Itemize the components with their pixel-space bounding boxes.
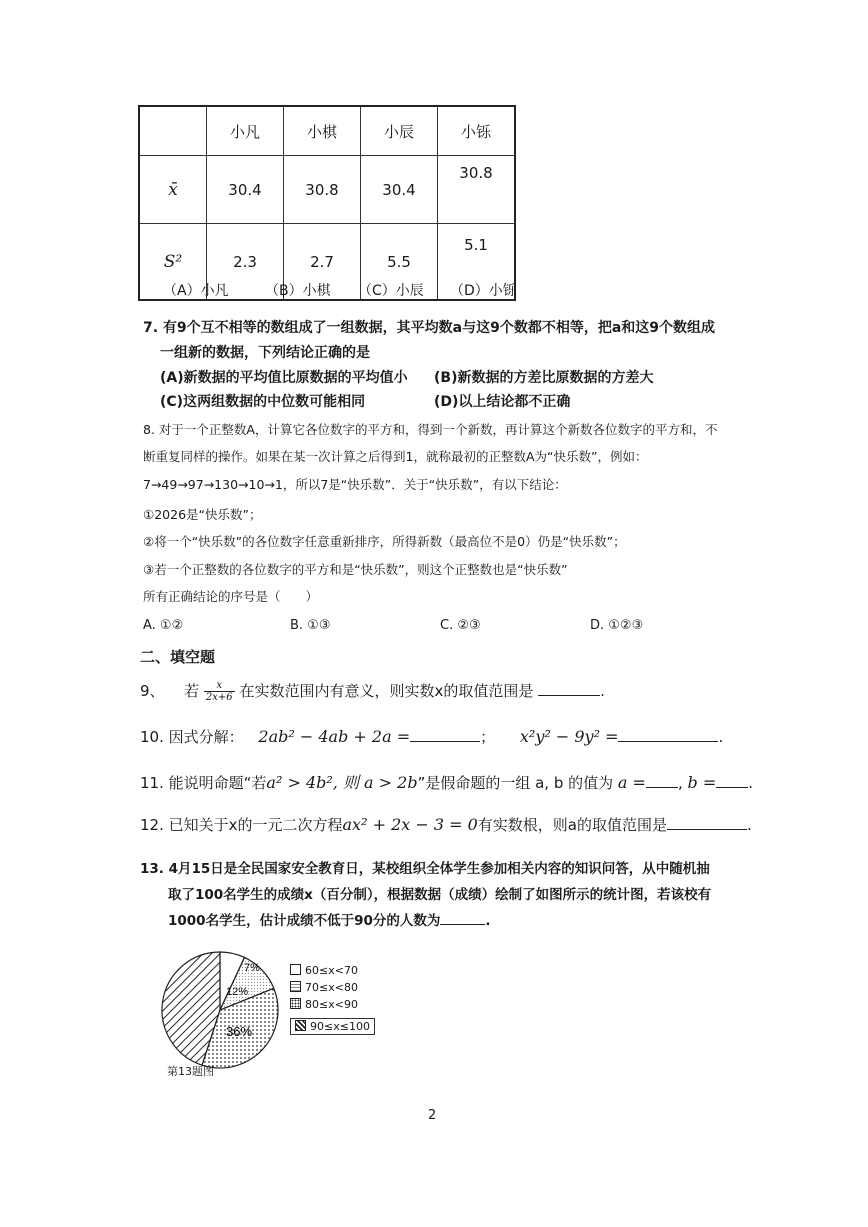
q6-option-c: （C）小辰 [358,283,424,299]
q13-line3: 1000名学生，估计成绩不低于90分的人数为 . [168,913,491,929]
q7-line1: 7. 有9个互不相等的数组成了一组数据，其平均数a与这9个数都不相等，把a和这9个数组成 [143,320,716,336]
pie-slices [162,952,278,1068]
table-header-empty [139,106,207,156]
q12: 12. 已知关于x的一元二次方程ax² + 2x − 3 = 0有实数根，则a的取值范围是 . [140,815,752,834]
pie-label-7: 7% [244,962,260,974]
q10-answer-blank-2[interactable] [618,726,718,742]
q8-conclusion-2: ②将一个“快乐数”的各位数字任意重新排序，所得新数（最高位不是0）仍是“快乐数”； [143,534,626,549]
section-title: 二、填空题 [140,648,216,666]
q8-conclusion-1: ①2026是“快乐数”； [143,507,262,522]
q8-option-d: D. ①②③ [590,618,644,633]
q6-option-d: （D）小铄 [450,283,517,299]
legend-item: 60≤x<70 [290,964,375,977]
q7-option-b: (B)新数据的方差比原数据的方差大 [434,370,654,386]
q13-answer-blank[interactable] [440,911,485,925]
q12-post: 有实数根，则a的取值范围是 [477,816,667,834]
q12-pre: 12. 已知关于x的一元二次方程 [140,816,343,834]
pie-label-12: 12% [226,986,249,998]
figure-caption: 第13题图 [167,1065,214,1078]
q6-option-b: （B）小棋 [265,283,331,299]
legend-swatch-dots [290,998,301,1009]
table-cell: 30.4 [207,156,284,224]
legend-item: 70≤x<80 [290,981,375,994]
q9-answer-blank[interactable] [538,680,600,696]
table-cell: 2.3 [207,224,284,301]
table-cell: 5.1 [438,224,516,301]
q11-condition: a² > 4b², 则 a > 2b [266,773,418,792]
q13-line3-text: 1000名学生，估计成绩不低于90分的人数为 [168,913,441,929]
q9-frac-numerator: x [204,680,235,692]
pie-legend [290,964,375,1035]
q8-conclusion-3: ③若一个正整数的各位数字的平方和是“快乐数”，则这个正整数也是“快乐数” [143,562,568,577]
q7-line2: 一组新的数据，下列结论正确的是 [160,345,370,361]
q13-line1: 13. 4月15日是全民国家安全教育日，某校组织全体学生参加相关内容的知识问答，从中随机抽 [140,861,710,877]
q11-b-blank[interactable] [716,772,748,788]
q9-post: 在实数范围内有意义，则实数x的取值范围是 [239,682,534,700]
pie-label-36: 36% [226,1024,253,1039]
q8-line2: 断重复同样的操作。如果在某一次计算之后得到1，就称最初的正整数A为“快乐数”，例如： [143,449,648,464]
q10-expr2: x²y² − 9y² = [519,727,619,746]
q8-option-a: A. ①② [143,618,184,633]
legend-swatch-fine [290,981,301,992]
q9-frac-denominator: 2x+6 [205,692,233,703]
q8-option-b: B. ①③ [290,618,331,633]
q9-fraction [204,680,235,703]
q8-line3: 7→49→97→130→10→1，所以7是“快乐数”．关于“快乐数”，有以下结论： [143,477,567,492]
table-cell: 30.4 [361,156,438,224]
row-label-variance: S² [139,224,207,301]
q11-a-blank[interactable] [646,772,678,788]
table-header-cell: 小辰 [361,106,438,156]
table-cell: 30.8 [284,156,361,224]
legend-item: 80≤x<90 [290,998,375,1011]
q9-pre: 若 [184,682,200,700]
table-cell: 2.7 [284,224,361,301]
q9: 9、 若 $\frac{x}{2x+6}$ 在实数范围内有意义，则实数x的取值范围是 . [140,680,605,703]
q8-prompt: 所有正确结论的序号是（ ） [143,589,319,604]
row-label-mean: x̄ [139,156,207,224]
q12-equation: ax² + 2x − 3 = 0 [342,815,478,834]
q8-option-c: C. ②③ [440,618,481,633]
q8-line1: 8. 对于一个正整数A，计算它各位数字的平方和，得到一个新数，再计算这个新数各位数字的平方和，不 [143,422,718,437]
q13-line2: 取了100名学生的成绩x（百分制），根据数据（成绩）绘制了如图所示的统计图，若该校有 [168,887,712,903]
q10-answer-blank-1[interactable] [410,726,480,742]
q11-text2: ”是假命题的一组 a, b 的值为 [417,774,614,792]
table-header-cell: 小铄 [438,106,516,156]
q11-b-eq: b = [687,773,717,792]
q7-option-c: (C)这两组数据的中位数可能相同 [160,394,366,410]
q7-option-a: (A)新数据的平均值比原数据的平均值小 [160,370,408,386]
q10-expr1: 2ab² − 4ab + 2a = [258,727,411,746]
table-header-cell: 小棋 [284,106,361,156]
q10-label: 10. 因式分解： [140,728,244,746]
legend-item: 90≤x≤100 [290,1018,375,1035]
q9-number: 9、 [140,682,165,700]
q11: 11. 能说明命题“若a² > 4b², 则 a > 2b”是假命题的一组 a, b 的值为 a = , b = . [140,773,754,792]
table-cell: 30.8 [438,156,516,224]
legend-swatch-hatch [295,1020,306,1031]
table-header-cell: 小凡 [207,106,284,156]
q7-option-d: (D)以上结论都不正确 [434,394,571,410]
page-number: 2 [428,1108,437,1123]
stats-table [138,105,516,301]
q6-option-a: （A）小凡 [163,283,229,299]
table-cell: 5.5 [361,224,438,301]
q10: 10. 因式分解： 2ab² − 4ab + 2a = ； x²y² − 9y² = . [140,727,724,746]
q11-text: 11. 能说明命题“若 [140,774,267,792]
q11-a-eq: a = [617,773,646,792]
legend-swatch-blank [290,964,301,975]
q12-answer-blank[interactable] [667,814,747,830]
